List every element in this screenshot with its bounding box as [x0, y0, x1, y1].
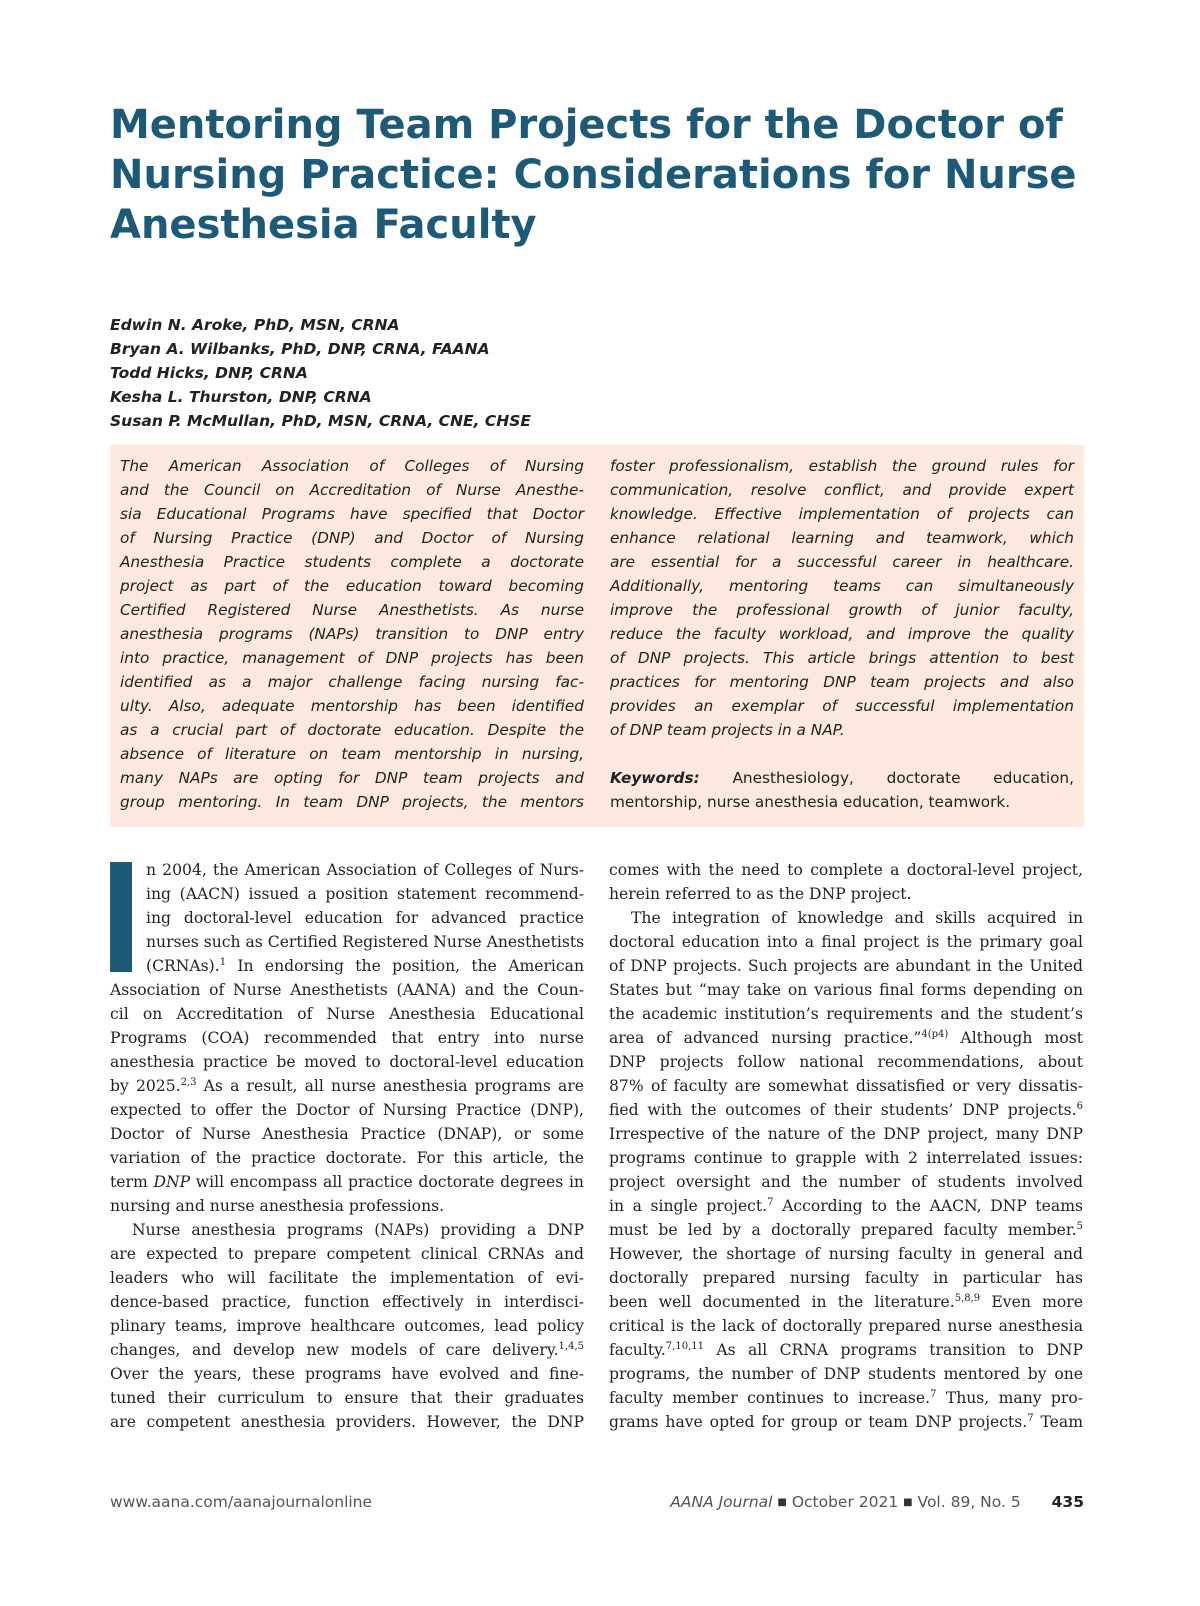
abstract-line: are essential for a successful career in healthcare. — [610, 553, 1074, 571]
abstract-line: group mentoring. In team DNP projects, the mentors — [120, 793, 584, 811]
body-line: Over the years, these programs have evolved and fine- — [110, 1365, 584, 1383]
abstract-line: ulty. Also, adequate mentorship has been identified — [120, 697, 584, 715]
body-line: n 2004, the American Association of Colleges of Nurs- — [146, 861, 584, 879]
body-line: doctorally prepared nursing faculty in particular has — [609, 1269, 1083, 1287]
body-line: critical is the lack of doctorally prepared nurse anesthesia — [609, 1317, 1083, 1335]
citation: 2,3 — [180, 1077, 197, 1088]
abstract-line: Anesthesia Practice students complete a doctorate — [120, 553, 584, 571]
body-line: dence-based practice, function effectively in interdisci- — [110, 1293, 584, 1311]
body-line: Nurse anesthesia programs (NAPs) providing a DNP — [132, 1221, 584, 1239]
abstract-line: of Nursing Practice (DNP) and Doctor of Nursing — [120, 529, 584, 547]
abstract-line: Additionally, mentoring teams can simultaneously — [610, 577, 1074, 595]
abstract-line: absence of literature on team mentorship in nursing, — [120, 745, 584, 763]
text: changes, and develop new models of care delivery. — [110, 1341, 559, 1359]
citation: 7 — [1027, 1413, 1034, 1424]
abstract-line: anesthesia programs (NAPs) transition to DNP entry — [120, 625, 584, 643]
abstract-line: reduce the faculty workload, and improve the quality — [610, 625, 1074, 643]
body-line — [609, 1026, 1083, 1050]
title-line: Nursing Practice: Considerations for Nurse — [110, 152, 1077, 198]
abstract-line: into practice, management of DNP projects has been — [120, 649, 584, 667]
abstract-line: as a crucial part of doctorate education. Despite the — [120, 721, 584, 739]
bullet-separator: ■ — [777, 1497, 787, 1508]
body-right-column — [609, 858, 1083, 1434]
author-name: Kesha L. Thurston, DNP, CRNA — [110, 388, 372, 406]
title-line: Anesthesia Faculty — [110, 202, 537, 248]
body-line — [110, 1170, 584, 1194]
body-line: DNP projects follow national recommendations, about — [609, 1053, 1083, 1071]
footer-citation — [670, 1493, 1084, 1511]
body-line: leaders who will facilitate the implementation of evi- — [110, 1269, 584, 1287]
page-number: 435 — [1051, 1493, 1084, 1511]
text: by 2025. — [110, 1077, 181, 1095]
keywords-text: Anesthesiology, doctorate education, — [732, 769, 1074, 787]
text: In endorsing the position, the American — [226, 957, 584, 975]
abstract-line: communication, resolve conflict, and provide expert — [610, 481, 1074, 499]
abstract-left-column — [120, 454, 584, 814]
citation: 1 — [219, 957, 227, 968]
text: Even more — [980, 1293, 1083, 1311]
body-line: project oversight and the number of students involved — [609, 1173, 1083, 1191]
author-name: Susan P. McMullan, PhD, MSN, CRNA, CNE, CHSE — [110, 412, 531, 430]
abstract-line: knowledge. Effective implementation of projects can — [610, 505, 1074, 523]
body-line: expected to offer the Doctor of Nursing Practice (DNP), — [110, 1101, 584, 1119]
body-line — [110, 954, 584, 978]
abstract-right-column — [610, 454, 1074, 814]
body-line — [609, 1290, 1083, 1314]
abstract-line: practices for mentoring DNP team projects and also — [610, 673, 1074, 691]
italic-term: DNP — [153, 1173, 191, 1191]
body-line: doctoral education into a final project is the primary goal — [609, 933, 1083, 951]
text: grams have opted for group or team DNP projects. — [609, 1413, 1028, 1431]
citation: 4(p4) — [921, 1029, 949, 1040]
text: Team — [1033, 1413, 1083, 1431]
text: area of advanced nursing practice.” — [609, 1029, 922, 1047]
abstract-line: sia Educational Programs have specified that Doctor — [120, 505, 584, 523]
text: According to the AACN, DNP teams — [773, 1197, 1083, 1215]
abstract-line: improve the professional growth of junior faculty, — [610, 601, 1074, 619]
text: been well documented in the literature. — [609, 1293, 955, 1311]
author-name: Bryan A. Wilbanks, PhD, DNP, CRNA, FAANA — [110, 340, 490, 358]
keywords-label: Keywords: — [610, 769, 700, 787]
keywords-text: mentorship, nurse anesthesia education, teamwork. — [610, 793, 1011, 811]
body-line: cil on Accreditation of Nurse Anesthesia Educational — [110, 1005, 584, 1023]
text: term — [110, 1173, 154, 1191]
keywords — [610, 766, 1074, 814]
body-line: anesthesia practice be moved to doctoral-level education — [110, 1053, 584, 1071]
body-line — [110, 1338, 584, 1362]
body-line: are competent anesthesia providers. However, the DNP — [110, 1413, 584, 1431]
text: must be led by a doctorally prepared faculty member. — [609, 1221, 1077, 1239]
citation: 7 — [930, 1389, 937, 1400]
body-line — [609, 1338, 1083, 1362]
body-line: programs continue to grapple with 2 interrelated issues: — [609, 1149, 1083, 1167]
body-line: tuned their curriculum to ensure that their graduates — [110, 1389, 584, 1407]
body-line: However, the shortage of nursing faculty in general and — [609, 1245, 1083, 1263]
text: As a result, all nurse anesthesia programs are — [196, 1077, 585, 1095]
body-line: programs, the number of DNP students mentored by one — [609, 1365, 1083, 1383]
body-line: The integration of knowledge and skills acquired in — [631, 909, 1083, 927]
body-line: 87% of faculty are somewhat dissatisfied or very dissatis- — [609, 1077, 1083, 1095]
body-line — [609, 1218, 1083, 1242]
drop-cap — [110, 862, 132, 972]
body-left-column — [110, 858, 584, 1434]
body-line — [609, 1410, 1083, 1434]
body-line: of DNP projects. Such projects are abundant in the United — [609, 957, 1083, 975]
author-name: Edwin N. Aroke, PhD, MSN, CRNA — [110, 316, 400, 334]
journal-name: AANA Journal — [670, 1493, 773, 1511]
abstract-line: and the Council on Accreditation of Nurse Anesthe- — [120, 481, 584, 499]
footer-url[interactable]: www.aana.com/aanajournalonline — [110, 1493, 373, 1511]
body-line: variation of the practice doctorate. For this article, the — [110, 1149, 584, 1167]
citation: 5,8,9 — [954, 1293, 981, 1304]
abstract-line: identified as a major challenge facing nursing fac- — [120, 673, 584, 691]
citation: 6 — [1076, 1101, 1083, 1112]
body-line — [609, 1098, 1083, 1122]
title-line: Mentoring Team Projects for the Doctor of — [110, 102, 1063, 148]
text: in a single project. — [609, 1197, 768, 1215]
text: fied with the outcomes of their students’ DNP projects. — [609, 1101, 1077, 1119]
abstract-line: of DNP projects. This article brings attention to best — [610, 649, 1074, 667]
body-line: ing doctoral-level education for advanced practice — [146, 909, 584, 927]
issue-date: October 2021 — [791, 1493, 899, 1511]
body-line: ing (AACN) issued a position statement recommend- — [146, 885, 584, 903]
text: As all CRNA programs transition to DNP — [703, 1341, 1083, 1359]
abstract-line: of DNP team projects in a NAP. — [610, 721, 845, 739]
body-line: herein referred to as the DNP project. — [609, 885, 912, 903]
abstract-box — [110, 445, 1084, 827]
abstract-line: project as part of the education toward becoming — [120, 577, 584, 595]
body-line: States but “may take on various final forms depending on — [609, 981, 1083, 999]
citation: 1,4,5 — [558, 1341, 584, 1352]
body-line: plinary teams, improve healthcare outcomes, lead policy — [110, 1317, 584, 1335]
citation: 7,10,11 — [665, 1341, 704, 1352]
body-line: Association of Nurse Anesthetists (AANA) and the Coun- — [110, 981, 584, 999]
body-line: nursing and nurse anesthesia professions. — [110, 1197, 445, 1215]
author-name: Todd Hicks, DNP, CRNA — [110, 364, 308, 382]
keywords-line — [610, 766, 1074, 790]
body-line: nurses such as Certified Registered Nurse Anesthetists — [146, 933, 585, 951]
text: Thus, many pro- — [936, 1389, 1083, 1407]
body-line: comes with the need to complete a doctoral-level project, — [609, 861, 1083, 879]
text: (CRNAs). — [146, 957, 220, 975]
article-title — [110, 100, 1077, 250]
abstract-line: many NAPs are opting for DNP team projects and — [120, 769, 584, 787]
body-line: are expected to prepare competent clinical CRNAs and — [110, 1245, 584, 1263]
text: faculty member continues to increase. — [609, 1389, 931, 1407]
abstract-line: Certified Registered Nurse Anesthetists. As nurse — [120, 601, 584, 619]
citation: 7 — [767, 1197, 774, 1208]
abstract-line: The American Association of Colleges of Nursing — [120, 457, 584, 475]
abstract-line: foster professionalism, establish the ground rules for — [610, 457, 1074, 475]
volume-issue: Vol. 89, No. 5 — [917, 1493, 1021, 1511]
text: Although most — [948, 1029, 1083, 1047]
author-list — [110, 313, 531, 433]
text: will encompass all practice doctorate degrees in — [190, 1173, 584, 1191]
body-line: Irrespective of the nature of the DNP project, many DNP — [609, 1125, 1083, 1143]
body-line: the academic institution’s requirements and the student’s — [609, 1005, 1083, 1023]
body-line — [609, 1386, 1083, 1410]
abstract-line: enhance relational learning and teamwork, which — [610, 529, 1074, 547]
body-line — [110, 1074, 584, 1098]
text: faculty. — [609, 1341, 666, 1359]
citation: 5 — [1076, 1221, 1083, 1232]
body-line — [609, 1194, 1083, 1218]
bullet-separator: ■ — [903, 1497, 913, 1508]
body-line: Doctor of Nurse Anesthesia Practice (DNAP), or some — [110, 1125, 584, 1143]
body-line: Programs (COA) recommended that entry into nurse — [110, 1029, 584, 1047]
abstract-line: provides an exemplar of successful implementation — [610, 697, 1074, 715]
